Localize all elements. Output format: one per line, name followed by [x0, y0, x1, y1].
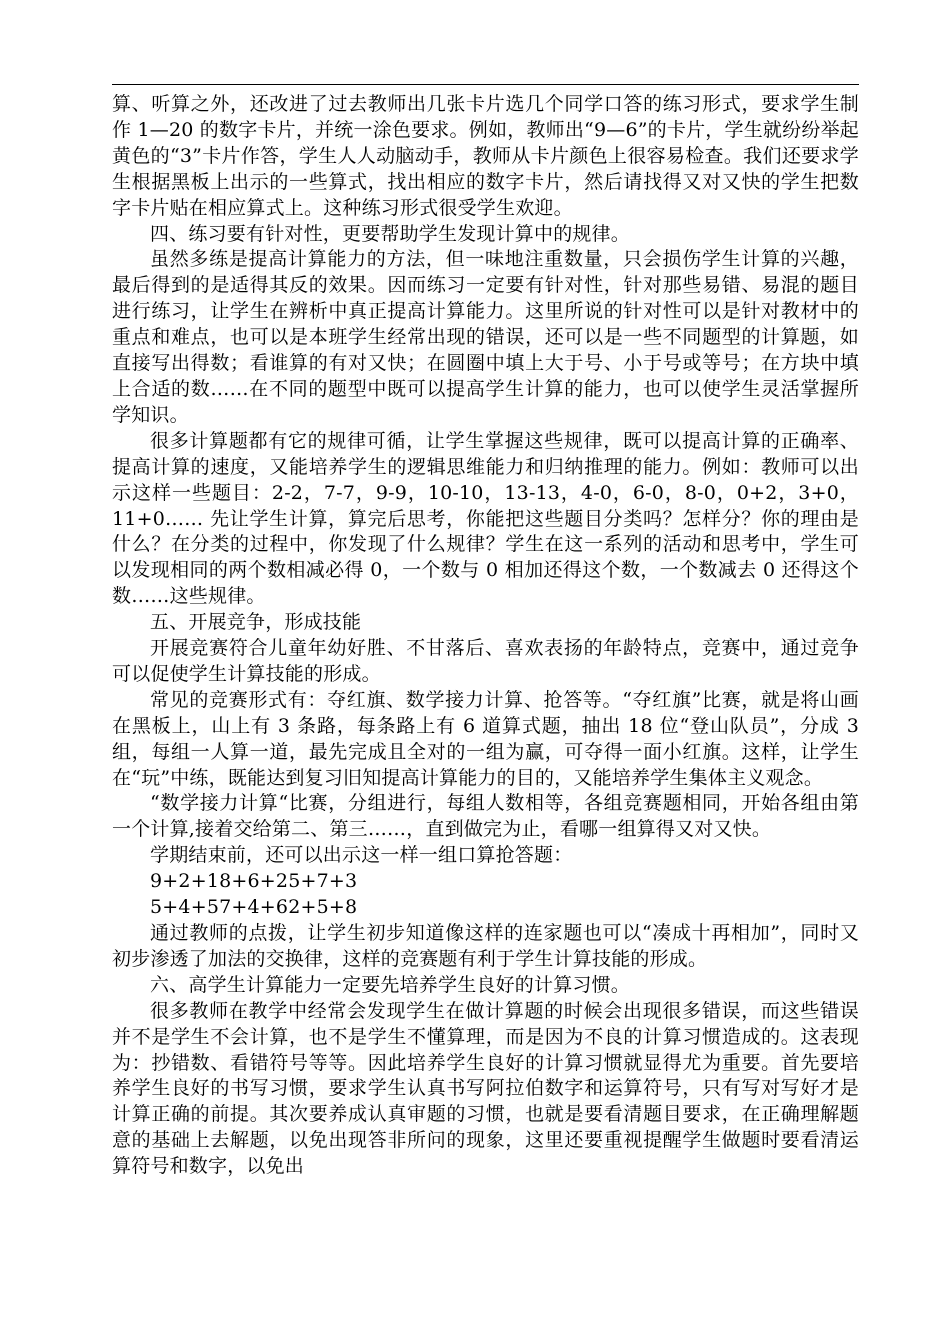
paragraph-8: “数学接力计算“比赛，分组进行，每组人数相等，各组竞赛题相同，开始各组由第一个计算,接着交给第二、第三……，直到做完为止，看哪一组算得又对又快。	[112, 792, 859, 841]
paragraph-3: 虽然多练是提高计算能力的方法，但一味地注重数量，只会损伤学生计算的兴趣，最后得到的是适得其反的效果。因而练习一定要有针对性，针对那些易错、易混的题目进行练习，让学生在辨析中真正提高计算能力。这里所说的针对性可以是针对教材中的重点和难点，也可以是本班学生经常出现的错误，还可以是一些不同题型的计算题，如直接写出得数；看谁算的有对又快；在圆圈中填上大于号、小于号或等号；在方块中填上合适的数……在不同的题型中既可以提高学生计算的能力，也可以使学生灵活掌握所学知识。	[112, 248, 859, 426]
paragraph-7: 常见的竞赛形式有：夺红旗、数学接力计算、抢答等。“夺红旗”比赛，就是将山画在黑板上，山上有 3 条路，每条路上有 6 道算式题，抽出 18 位“登山队员”，分成 3 组，每组一人算一道，最先完成且全对的一组为赢，可夺得一面小红旗。这样，让学生在“玩”中练，既能达到复习旧知提高计算能力的目的，又能培养学生集体主义观念。	[112, 688, 859, 789]
section-heading-6: 六、高学生计算能力一定要先培养学生良好的计算习惯。	[150, 973, 631, 996]
document-body	[112, 92, 859, 1180]
paragraph-1: 算、听算之外，还改进了过去教师出几张卡片选几个同学口答的练习形式，要求学生制作 1—20 的数字卡片，并统一涂色要求。例如，教师出“9—6”的卡片，学生就纷纷举起黄色的“3”卡片作答，学生人人动脑动手，教师从卡片颜色上很容易检查。我们还要求学生根据黑板上出示的一些算式，找出相应的数字卡片，然后请找得又对又快的学生把数字卡片贴在相应算式上。这种练习形式很受学生欢迎。	[112, 93, 859, 219]
paragraph-6: 开展竞赛符合儿童年幼好胜、不甘落后、喜欢表扬的年龄特点，竞赛中，通过竞争可以促使学生计算技能的形成。	[112, 637, 859, 685]
equation-line-2: 5+4+57+4+62+5+8	[150, 896, 358, 919]
section-heading-5: 五、开展竞争，形成技能	[150, 611, 362, 634]
paragraph-14: 很多教师在教学中经常会发现学生在做计算题的时候会出现很多错误，而这些错误并不是学生不会计算，也不是学生不懂算理，而是因为不良的计算习惯造成的。这表现为：抄错数、看错符号等等。因此培养学生良好的计算习惯就显得尤为重要。首先要培养学生良好的书写习惯，要求学生认真书写阿拉伯数字和运算符号，只有写对写好才是计算正确的前提。其次要养成认真审题的习惯，也就是要看清题目要求，在正确理解题意的基础上去解题，以免出现答非所问的现象，这里还要重视提醒学生做题时要看清运算符号和数字，以免出	[112, 999, 859, 1178]
header-rule	[112, 84, 859, 85]
paragraph-4: 很多计算题都有它的规律可循，让学生掌握这些规律，既可以提高计算的正确率、提高计算的速度，又能培养学生的逻辑思维能力和归纳推理的能力。例如：教师可以出示这样一些题目：2-2，7-7，9-9，10-10，13-13，4-0，6-0，8-0，0+2，3+0，11+0…… 先让学生计算，算完后思考，你能把这些题目分类吗？怎样分？你的理由是什么？在分类的过程中，你发现了什么规律？学生在这一系列的活动和思考中，学生可以发现相同的两个数相减必得 0，一个数与 0 相加还得这个数，一个数减去 0 还得这个数……这些规律。	[112, 429, 859, 608]
paragraph-12: 通过教师的点拨，让学生初步知道像这样的连家题也可以“凑成十再相加”，同时又初步渗透了加法的交换律，这样的竞赛题有利于学生计算技能的形成。	[112, 922, 859, 970]
section-heading-4: 四、练习要有针对性，更要帮助学生发现计算中的规律。	[150, 222, 631, 245]
equation-line-1: 9+2+18+6+25+7+3	[150, 870, 358, 893]
paragraph-9: 学期结束前，还可以出示这一样一组口算抢答题：	[150, 844, 573, 867]
